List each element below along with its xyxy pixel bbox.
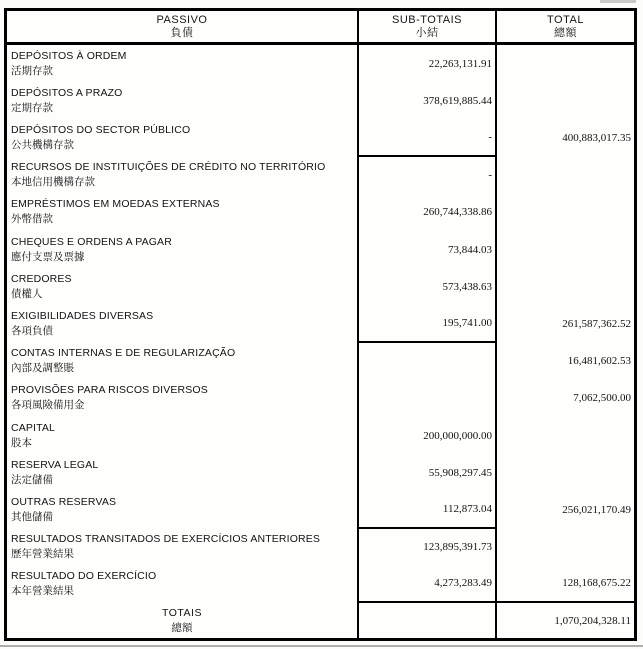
total-value: 400,883,017.35 bbox=[562, 131, 631, 144]
subtotal-cell bbox=[359, 231, 497, 268]
subtotal-value: 378,619,885.44 bbox=[423, 94, 492, 107]
subtotal-cell bbox=[359, 119, 497, 156]
row-label-zh: 各項負債 bbox=[11, 324, 53, 337]
subtotal-value: 200,000,000.00 bbox=[423, 429, 492, 442]
subtotal-cell bbox=[359, 82, 497, 119]
row-label-pt: EMPRÉSTIMOS EM MOEDAS EXTERNAS bbox=[11, 198, 220, 211]
row-label-cell bbox=[7, 119, 359, 156]
totals-label-zh: 總額 bbox=[171, 621, 193, 634]
total-cell bbox=[497, 380, 634, 417]
subtotal-cell bbox=[359, 380, 497, 417]
row-label-pt: RECURSOS DE INSTITUIÇÕES DE CRÉDITO NO TERRITÓRIO bbox=[11, 161, 326, 174]
row-label-cell bbox=[7, 157, 359, 194]
row-label-zh: 各項風險備用金 bbox=[11, 399, 85, 412]
row-label-pt: OUTRAS RESERVAS bbox=[11, 495, 117, 508]
row-label-pt: RESULTADO DO EXERCÍCIO bbox=[11, 570, 157, 583]
subtotal-cell bbox=[359, 454, 497, 491]
subtotal-cell bbox=[359, 566, 497, 603]
total-value: 7,062,500.00 bbox=[573, 392, 631, 405]
subtotal-cell bbox=[359, 157, 497, 194]
column-header-passivo bbox=[7, 11, 359, 45]
subtotal-value: 22,263,131.91 bbox=[428, 57, 492, 70]
subtotal-cell bbox=[359, 45, 497, 82]
row-label-zh: 內部及調整賬 bbox=[11, 362, 74, 375]
row-label-cell bbox=[7, 268, 359, 305]
row-label-cell bbox=[7, 529, 359, 566]
total-cell bbox=[497, 194, 634, 231]
row-label-cell bbox=[7, 454, 359, 491]
subtotal-value: 55,908,297.45 bbox=[428, 466, 492, 479]
row-label-pt: EXIGIBILIDADES DIVERSAS bbox=[11, 309, 154, 322]
column-header-subtotais bbox=[359, 11, 497, 45]
row-label-cell bbox=[7, 491, 359, 528]
subtotal-cell bbox=[359, 194, 497, 231]
row-label-cell bbox=[7, 231, 359, 268]
row-label-pt: PROVISÕES PARA RISCOS DIVERSOS bbox=[11, 384, 208, 397]
total-value: 261,587,362.52 bbox=[562, 317, 631, 330]
total-cell bbox=[497, 231, 634, 268]
row-label-pt: RESULTADOS TRANSITADOS DE EXERCÍCIOS ANTERIORES bbox=[11, 533, 321, 546]
total-cell bbox=[497, 268, 634, 305]
row-label-zh: 法定儲備 bbox=[11, 473, 53, 486]
subtotal-value: 112,873.04 bbox=[442, 502, 492, 515]
subtotal-cell bbox=[359, 491, 497, 528]
row-label-cell bbox=[7, 305, 359, 342]
column-header-total-pt: TOTAL bbox=[547, 13, 584, 26]
scan-artifact-top bbox=[600, 0, 636, 3]
subtotal-cell bbox=[359, 529, 497, 566]
row-label-zh: 本地信用機構存款 bbox=[11, 176, 95, 189]
row-label-zh: 應付支票及票據 bbox=[11, 250, 85, 263]
subtotal-value: 260,744,338.86 bbox=[423, 206, 492, 219]
row-label-pt: DEPÓSITOS DO SECTOR PÚBLICO bbox=[11, 123, 191, 136]
liabilities-table bbox=[4, 8, 637, 641]
total-cell bbox=[497, 491, 634, 528]
column-header-subtotais-zh: 小結 bbox=[415, 26, 439, 39]
subtotal-value: 573,438.63 bbox=[442, 280, 492, 293]
subtotal-cell bbox=[359, 343, 497, 380]
totals-label-cell bbox=[7, 603, 359, 638]
row-label-zh: 債權人 bbox=[11, 287, 43, 300]
subtotal-value: 4,273,283.49 bbox=[434, 577, 492, 590]
row-label-zh: 外幣借款 bbox=[11, 213, 53, 226]
total-cell bbox=[497, 529, 634, 566]
row-label-cell bbox=[7, 566, 359, 603]
subtotal-value: 195,741.00 bbox=[442, 316, 492, 329]
grand-total-value: 1,070,204,328.11 bbox=[554, 614, 631, 627]
subtotal-value: 123,895,391.73 bbox=[423, 541, 492, 554]
row-label-pt: CAPITAL bbox=[11, 421, 56, 434]
totals-label-pt: TOTAIS bbox=[162, 606, 202, 619]
total-cell bbox=[497, 566, 634, 603]
total-value: 128,168,675.22 bbox=[562, 577, 631, 590]
column-header-total-zh: 總額 bbox=[554, 26, 577, 39]
total-value: 256,021,170.49 bbox=[562, 503, 631, 516]
total-cell bbox=[497, 119, 634, 156]
row-label-cell bbox=[7, 45, 359, 82]
row-label-zh: 定期存款 bbox=[11, 101, 53, 114]
subtotal-cell bbox=[359, 417, 497, 454]
total-cell bbox=[497, 82, 634, 119]
row-label-pt: DEPÓSITOS À ORDEM bbox=[11, 49, 127, 62]
total-cell bbox=[497, 305, 634, 342]
row-label-zh: 本年營業結果 bbox=[11, 585, 74, 598]
grand-total-cell bbox=[497, 603, 634, 638]
total-cell bbox=[497, 343, 634, 380]
total-value: 16,481,602.53 bbox=[567, 355, 631, 368]
row-label-cell bbox=[7, 380, 359, 417]
row-label-zh: 歷年營業結果 bbox=[11, 548, 74, 561]
row-label-zh: 公共機構存款 bbox=[11, 138, 74, 151]
row-label-zh: 股本 bbox=[11, 436, 32, 449]
row-label-cell bbox=[7, 194, 359, 231]
column-header-subtotais-pt: SUB-TOTAIS bbox=[392, 13, 462, 26]
row-label-pt: CHEQUES E ORDENS A PAGAR bbox=[11, 235, 172, 248]
subtotal-value: - bbox=[488, 130, 492, 143]
row-label-pt: CONTAS INTERNAS E DE REGULARIZAÇÃO bbox=[11, 347, 236, 360]
row-label-zh: 活期存款 bbox=[11, 64, 53, 77]
totals-subtotal-cell bbox=[359, 603, 497, 638]
scan-artifact-bottom bbox=[0, 645, 643, 647]
total-cell bbox=[497, 45, 634, 82]
row-label-cell bbox=[7, 343, 359, 380]
subtotal-cell bbox=[359, 268, 497, 305]
total-cell bbox=[497, 454, 634, 491]
row-label-cell bbox=[7, 417, 359, 454]
column-header-passivo-pt: PASSIVO bbox=[156, 13, 208, 26]
row-label-pt: DEPÓSITOS A PRAZO bbox=[11, 86, 123, 99]
row-label-pt: CREDORES bbox=[11, 272, 72, 285]
column-header-passivo-zh: 負債 bbox=[170, 26, 194, 39]
total-cell bbox=[497, 417, 634, 454]
subtotal-value: 73,844.03 bbox=[448, 243, 492, 256]
row-label-cell bbox=[7, 82, 359, 119]
subtotal-value: - bbox=[488, 169, 492, 182]
subtotal-cell bbox=[359, 305, 497, 342]
column-header-total bbox=[497, 11, 634, 45]
row-label-zh: 其他儲備 bbox=[11, 510, 53, 523]
total-cell bbox=[497, 157, 634, 194]
row-label-pt: RESERVA LEGAL bbox=[11, 458, 99, 471]
